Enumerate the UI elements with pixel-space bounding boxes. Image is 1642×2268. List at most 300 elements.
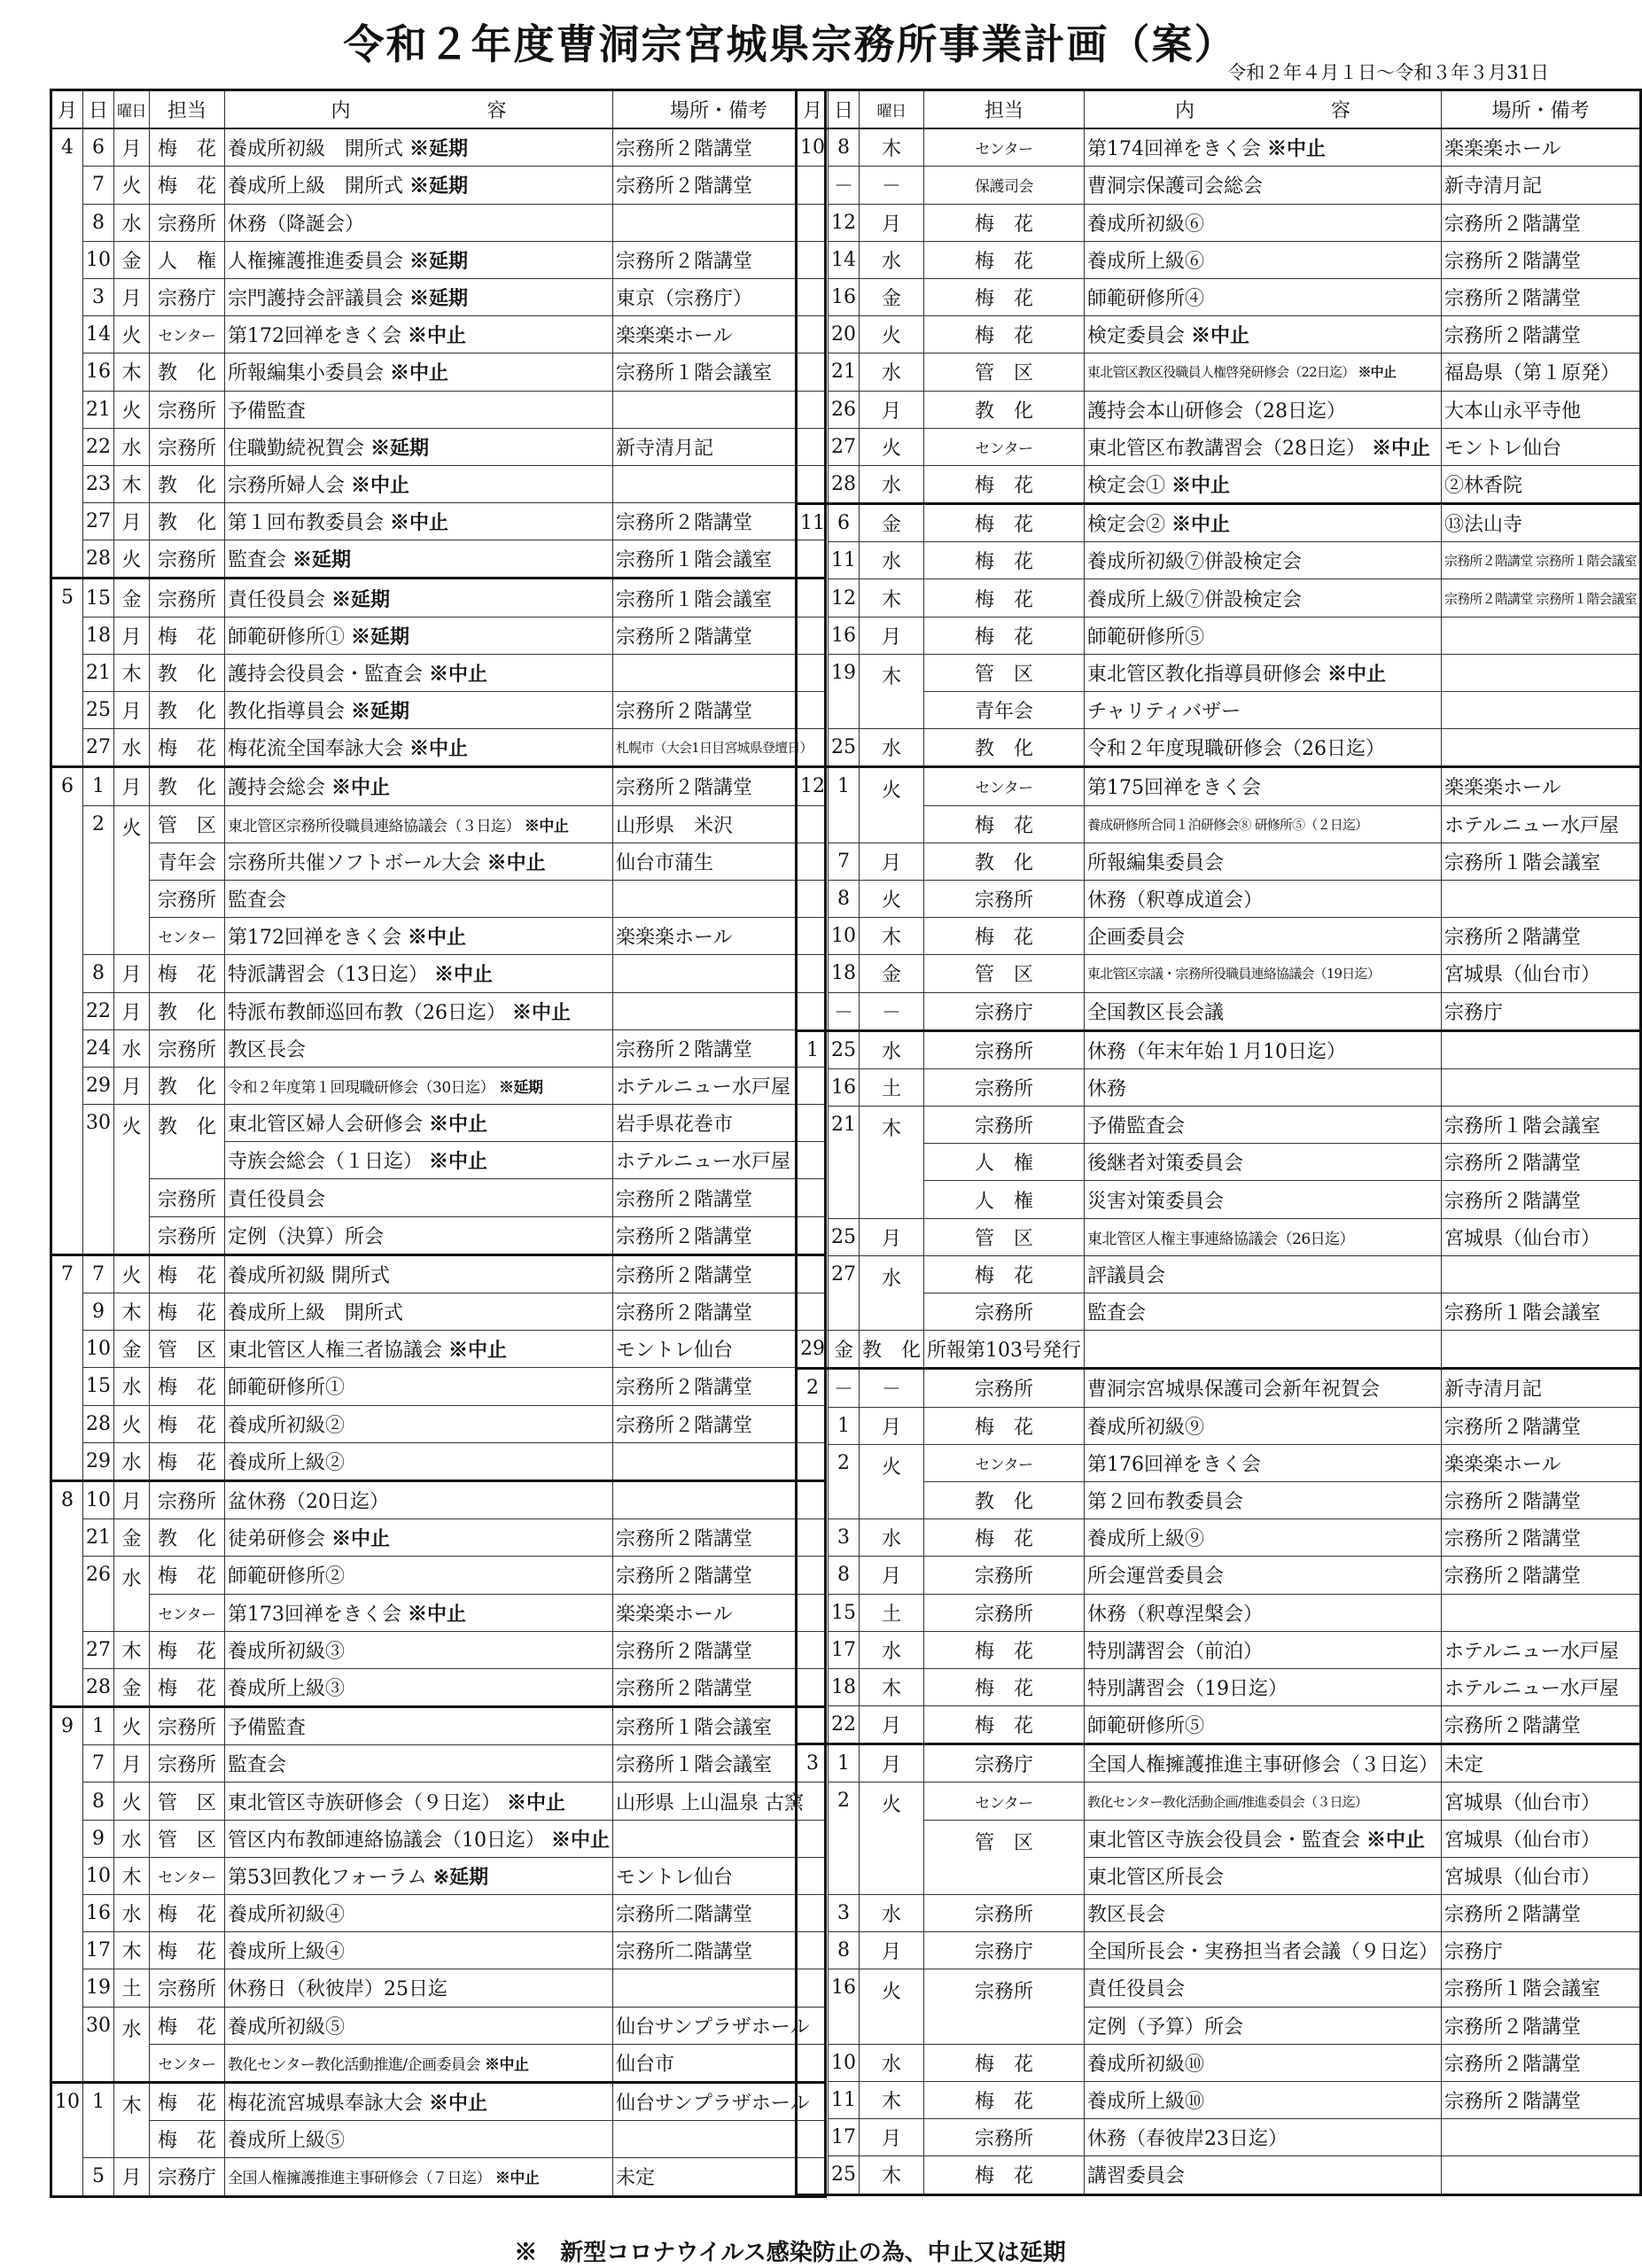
schedule-row (51, 1105, 826, 1142)
header-weekday: 曜日 (860, 90, 924, 129)
schedule-row (51, 128, 826, 167)
event-name: 予備監査 (228, 400, 307, 423)
content-cell (1085, 617, 1442, 654)
event-name: 宗務所共催ソフトボール大会 (228, 851, 481, 874)
content-cell (225, 2044, 613, 2082)
place-cell (613, 955, 826, 992)
day-cell: 9 (83, 1820, 114, 1857)
schedule-row (797, 1706, 1641, 1744)
status-note: ※中止 (408, 1602, 467, 1626)
content-cell (1085, 1557, 1442, 1594)
day-cell: 27 (829, 1255, 860, 1330)
place-cell: モントレ仙台 (613, 1331, 826, 1368)
day-cell: 29 (83, 1442, 114, 1480)
dept-cell: 宗務庁 (150, 278, 225, 315)
schedule-row (797, 353, 1641, 391)
event-name: 災害対策委員会 (1087, 1190, 1225, 1213)
schedule-row (797, 167, 1641, 204)
status-note: ※中止 (486, 850, 546, 874)
dept-cell: 宗務庁 (924, 1932, 1085, 1969)
dept-cell: 宗務所 (150, 1969, 225, 2007)
content-cell (225, 1029, 613, 1067)
day-cell: 8 (829, 1932, 860, 1969)
dept-cell: 宗務所 (150, 579, 225, 617)
content-cell (1085, 1030, 1442, 1068)
place-cell (1442, 654, 1641, 691)
event-name: 曹洞宗宮城県保護司会新年祝賀会 (1087, 1379, 1381, 1402)
weekday-cell: 木 (860, 1668, 924, 1705)
schedule-row (51, 1442, 826, 1480)
month-cell: 10 (797, 128, 829, 503)
event-name: 第53回教化フォーラム (228, 1866, 427, 1889)
schedule-row (51, 428, 826, 465)
event-name: 所会運営委員会 (1087, 1565, 1225, 1588)
event-name: 休務 (1087, 1077, 1127, 1100)
event-name: 教化センター教化活動推進/企画委員会 (228, 2055, 481, 2074)
dept-cell: 教 化 (150, 1105, 225, 1179)
status-note: ※延期 (409, 287, 469, 311)
weekday-cell: 金 (114, 579, 150, 617)
status-note: ※中止 (494, 2170, 540, 2188)
status-note: ※延期 (351, 625, 410, 649)
event-name: 休務（年末年始１月10日迄） (1087, 1040, 1347, 1063)
place-cell: 宗務庁 (1442, 1932, 1641, 1969)
event-name: 講習委員会 (1087, 2165, 1186, 2188)
event-name: 東北管区教区役職員人権啓発研修会（22日迄） (1087, 364, 1355, 381)
weekday-cell: 水 (114, 729, 150, 767)
event-name: 養成所初級⑤ (228, 2016, 346, 2039)
content-cell (225, 167, 613, 204)
event-name: 東北管区寺族研修会（９日迄） (228, 1791, 502, 1814)
day-cell: 18 (829, 1668, 860, 1705)
dept-cell: 人 権 (150, 241, 225, 278)
dept-cell: 梅 花 (150, 2082, 225, 2120)
dept-cell: 宗務所 (924, 1293, 1085, 1331)
header-place: 場所・備考 (1442, 90, 1641, 129)
content-cell (1085, 465, 1442, 503)
month-cell: 2 (797, 1369, 829, 1744)
schedule-table-left (50, 89, 827, 2198)
event-name: 養成所上級 開所式 (228, 175, 404, 198)
day-cell: 1 (829, 1407, 860, 1444)
day-cell: 18 (829, 955, 860, 992)
schedule-table-right (795, 89, 1642, 2196)
day-cell: 17 (829, 1631, 860, 1668)
place-cell: 宗務所２階講堂 (1442, 204, 1641, 241)
status-note: ※延期 (331, 587, 391, 611)
schedule-row (797, 1631, 1641, 1668)
schedule-row (797, 617, 1641, 654)
place-cell: ②林香院 (1442, 465, 1641, 503)
dept-cell: 梅 花 (924, 1706, 1085, 1744)
content-cell (225, 2007, 613, 2044)
content-cell (1085, 2156, 1442, 2194)
content-cell (225, 1820, 613, 1857)
content-cell (225, 465, 613, 502)
weekday-cell: 金 (114, 1668, 150, 1706)
dept-cell: 管 区 (924, 353, 1085, 391)
status-note: ※延期 (370, 436, 430, 460)
status-note: ※中止 (1191, 324, 1250, 348)
weekday-cell: 火 (114, 1105, 150, 1255)
event-name: 養成所上級② (228, 1451, 346, 1474)
dept-cell: 梅 花 (150, 1442, 225, 1480)
dept-cell: 宗務所 (150, 428, 225, 465)
dept-cell: 梅 花 (924, 465, 1085, 503)
status-note: ※延期 (409, 175, 469, 198)
dept-cell: 管 区 (150, 1820, 225, 1857)
weekday-cell: 月 (860, 1706, 924, 1744)
header-row (51, 90, 826, 129)
place-cell: 宗務所２階講堂 (613, 1631, 826, 1668)
content-cell (225, 1293, 613, 1331)
dept-cell: 管 区 (924, 1820, 1085, 1894)
schedule-row (797, 654, 1641, 691)
schedule-row (797, 1668, 1641, 1705)
status-note: ※中止 (1267, 137, 1327, 161)
schedule-row (797, 1557, 1641, 1594)
dept-cell: 宗務庁 (924, 992, 1085, 1030)
content-cell (225, 955, 613, 992)
dept-cell: 教 化 (150, 465, 225, 502)
event-name: 養成所初級⑩ (1087, 2053, 1205, 2076)
dept-cell: センター (150, 2044, 225, 2082)
weekday-cell: 水 (114, 1557, 150, 1631)
status-note: ※中止 (429, 2092, 488, 2116)
dept-cell: 梅 花 (924, 278, 1085, 315)
schedule-row (797, 2156, 1641, 2194)
place-cell: 宗務所２階講堂 (1442, 2081, 1641, 2118)
place-cell: 仙台サンプラザホール (613, 2082, 826, 2120)
place-cell: 楽楽楽ホール (613, 1594, 826, 1631)
schedule-row (51, 955, 826, 992)
content-cell (225, 1105, 613, 1142)
dept-cell: 梅 花 (150, 1254, 225, 1293)
event-name: 検定会① (1087, 474, 1166, 497)
schedule-row (51, 241, 826, 278)
schedule-row (51, 1707, 826, 1745)
schedule-row (797, 1331, 1641, 1369)
schedule-row (797, 1218, 1641, 1255)
place-cell: 宗務所２階講堂 (613, 167, 826, 204)
event-name: 休務（春彼岸23日迄） (1087, 2128, 1288, 2151)
place-cell (613, 1820, 826, 1857)
place-cell: 宗務所１階会議室 (613, 1745, 826, 1783)
content-cell (1085, 1969, 1442, 2007)
content-cell (225, 843, 613, 880)
header-content: 内 容 (225, 90, 613, 129)
status-note: ※中止 (551, 1828, 611, 1852)
content-cell (225, 1331, 613, 1368)
day-cell: 23 (83, 465, 114, 502)
weekday-cell: 水 (860, 1631, 924, 1668)
schedule-row (51, 2082, 826, 2120)
content-cell (1085, 1857, 1442, 1894)
place-cell: 宗務所２階講堂 (613, 128, 826, 167)
dept-cell: 管 区 (924, 1218, 1085, 1255)
place-cell: 楽楽楽ホール (1442, 1444, 1641, 1481)
status-note: ※中止 (429, 662, 488, 686)
day-cell: 19 (829, 654, 860, 728)
place-cell: 宗務所二階講堂 (613, 1932, 826, 1969)
content-cell (1085, 128, 1442, 167)
dept-cell: 梅 花 (924, 1255, 1085, 1293)
place-cell: 宗務所１階会議室 (1442, 1969, 1641, 2007)
day-cell: 8 (829, 1557, 860, 1594)
event-name: 養成所初級② (228, 1414, 346, 1437)
dept-cell: 宗務所 (150, 1480, 225, 1518)
schedule-row (51, 167, 826, 204)
schedule-row (797, 1895, 1641, 1932)
month-cell: 3 (797, 1744, 829, 2194)
status-note: ※延期 (432, 1865, 489, 1889)
day-cell: 30 (83, 1105, 114, 1255)
schedule-row (51, 1331, 826, 1368)
event-name: 養成所上級⑩ (1087, 2091, 1205, 2114)
day-cell: 15 (829, 1594, 860, 1631)
event-name: 定例（予算）所会 (1087, 2016, 1244, 2039)
place-cell: ホテルニュー水戸屋 (1442, 1668, 1641, 1705)
day-cell: 19 (83, 1969, 114, 2007)
dept-cell: 梅 花 (924, 918, 1085, 955)
day-cell: 28 (83, 1405, 114, 1442)
event-name: 特派布教師巡回布教（26日迄） (228, 1001, 506, 1024)
place-cell (1442, 1255, 1641, 1293)
month-cell: 5 (51, 579, 83, 767)
dept-cell: 宗務所 (150, 1216, 225, 1254)
place-cell: 山形県 上山温泉 古窯 (613, 1783, 826, 1820)
content-cell (1085, 1594, 1442, 1631)
weekday-cell: 火 (114, 1707, 150, 1745)
schedule-row (51, 1480, 826, 1518)
place-cell: 宗務所１階会議室 (613, 353, 826, 391)
day-cell: 11 (829, 542, 860, 579)
place-cell (613, 1969, 826, 2007)
content-cell (1085, 2044, 1442, 2081)
dept-cell: 管 区 (924, 955, 1085, 992)
content-cell (1085, 204, 1442, 241)
weekday-cell: 土 (860, 1068, 924, 1106)
status-note: ※中止 (429, 1113, 488, 1137)
content-cell (1085, 1631, 1442, 1668)
content-cell (1085, 1783, 1442, 1820)
place-cell: 宮城県（仙台市） (1442, 1857, 1641, 1894)
place-cell: 宗務所２階講堂 (1442, 1519, 1641, 1557)
schedule-row (797, 1594, 1641, 1631)
schedule-row (797, 316, 1641, 353)
month-cell: 1 (797, 1030, 829, 1331)
schedule-row (797, 428, 1641, 465)
day-cell: 29 (797, 1331, 829, 1369)
event-name: 責任役員会 (1087, 1978, 1186, 2001)
event-name: 東北管区教化指導員研修会 (1087, 663, 1322, 686)
weekday-cell: 火 (114, 391, 150, 428)
place-cell (1442, 880, 1641, 917)
event-name: 師範研修所① (228, 625, 346, 649)
schedule-row (51, 617, 826, 654)
day-cell: 28 (83, 540, 114, 579)
place-cell: 宮城県（仙台市） (1442, 1820, 1641, 1857)
month-cell: 10 (51, 2082, 83, 2196)
content-cell (1085, 1369, 1442, 1407)
content-cell (225, 1254, 613, 1293)
schedule-row (51, 391, 826, 428)
place-cell: 宗務所２階講堂 (613, 1254, 826, 1293)
event-name: 人権擁護推進委員会 (228, 250, 404, 273)
content-cell (1085, 992, 1442, 1030)
content-cell (1085, 1068, 1442, 1106)
event-name: 教化センター教化活動企画/推進委員会（３日迄） (1087, 1793, 1368, 1810)
schedule-row (51, 1668, 826, 1706)
day-cell: 16 (829, 617, 860, 654)
weekday-cell: 火 (860, 428, 924, 465)
dept-cell: 宗務所 (924, 2119, 1085, 2156)
month-cell: 9 (51, 1707, 83, 2083)
dept-cell: センター (924, 1444, 1085, 1481)
schedule-row (797, 992, 1641, 1030)
day-cell: 17 (829, 2119, 860, 2156)
place-cell: 宮城県（仙台市） (1442, 955, 1641, 992)
weekday-cell: 金 (860, 955, 924, 992)
content-cell (1085, 1820, 1442, 1857)
weekday-cell: 木 (114, 654, 150, 691)
place-cell: 仙台サンプラザホール (613, 2007, 826, 2044)
day-cell: 10 (83, 1480, 114, 1518)
schedule-row (51, 1029, 826, 1067)
status-note: ※中止 (448, 1339, 508, 1363)
dept-cell: センター (924, 128, 1085, 167)
content-cell (1085, 692, 1442, 729)
event-name: 養成所初級⑦併設検定会 (1087, 551, 1303, 574)
place-cell: 宮城県（仙台市） (1442, 1783, 1641, 1820)
dept-cell: 梅 花 (924, 2081, 1085, 2118)
content-cell (225, 805, 613, 843)
schedule-row (51, 805, 826, 843)
schedule-row (51, 316, 826, 353)
content-cell (1085, 278, 1442, 315)
day-cell: 16 (829, 1068, 860, 1106)
place-cell: ホテルニュー水戸屋 (1442, 805, 1641, 843)
place-cell: 宗務所２階講堂 (1442, 241, 1641, 278)
content-cell (225, 540, 613, 579)
dept-cell: センター (150, 918, 225, 955)
schedule-row (797, 542, 1641, 579)
status-note: ※中止 (1171, 473, 1231, 497)
dept-cell: 梅 花 (150, 729, 225, 767)
weekday-cell: 水 (114, 428, 150, 465)
day-cell: 5 (83, 2158, 114, 2196)
header-place: 場所・備考 (613, 90, 826, 129)
dept-cell: 教 化 (924, 391, 1085, 428)
event-name: 特派講習会（13日迄） (228, 964, 428, 987)
dept-cell: 梅 花 (924, 542, 1085, 579)
weekday-cell: 月 (114, 955, 150, 992)
page-title: 令和２年度曹洞宗宮城県宗務所事業計画（案） (343, 20, 1237, 68)
day-cell: 20 (829, 316, 860, 353)
content-cell (225, 1631, 613, 1668)
weekday-cell: 木 (114, 1857, 150, 1894)
weekday-cell: 月 (114, 128, 150, 167)
day-cell: 16 (83, 353, 114, 391)
event-name: 養成研修所合同１泊研修会⑧ 研修所⑤（２日迄） (1087, 816, 1368, 833)
dept-cell: 人 権 (924, 1144, 1085, 1181)
place-cell: 宗務所１階会議室 (1442, 843, 1641, 880)
day-cell: 1 (829, 1744, 860, 1783)
schedule-row (51, 579, 826, 617)
content-cell (1085, 654, 1442, 691)
event-name: 責任役員会 (228, 588, 326, 611)
weekday-cell: 火 (860, 880, 924, 917)
day-cell: 7 (83, 1254, 114, 1293)
place-cell (613, 880, 826, 917)
event-name: 盆休務（20日迄） (228, 1491, 389, 1514)
dept-cell: 管 区 (924, 654, 1085, 691)
day-cell: 28 (83, 1668, 114, 1706)
content-cell (225, 880, 613, 917)
day-cell: 25 (829, 2156, 860, 2194)
dept-cell: 宗務所 (150, 1029, 225, 1067)
status-note: ※中止 (351, 473, 410, 497)
content-cell (225, 1216, 613, 1254)
content-cell (1085, 428, 1442, 465)
event-name: 護持会本山研修会（28日迄） (1087, 400, 1347, 423)
schedule-row (797, 1107, 1641, 1144)
dept-cell: 保護司会 (924, 167, 1085, 204)
dept-cell: 管 区 (150, 1331, 225, 1368)
weekday-cell: 水 (860, 1030, 924, 1068)
place-cell (1442, 1030, 1641, 1068)
weekday-cell: 木 (860, 128, 924, 167)
place-cell: 宗務所２階講堂 (1442, 1144, 1641, 1181)
weekday-cell: － (860, 992, 924, 1030)
content-cell (225, 1179, 613, 1216)
day-cell: 21 (829, 353, 860, 391)
weekday-cell: 木 (114, 465, 150, 502)
event-name: 師範研修所⑤ (1087, 625, 1205, 649)
dept-cell: 宗務庁 (150, 2158, 225, 2196)
weekday-cell: 金 (860, 504, 924, 542)
dept-cell: 梅 花 (924, 504, 1085, 542)
event-name: 検定会② (1087, 514, 1166, 537)
event-name: 養成所上級 開所式 (228, 1302, 404, 1325)
event-name: 第175回禅をきく会 (1087, 777, 1262, 800)
content-cell (225, 391, 613, 428)
dept-cell: 梅 花 (924, 579, 1085, 617)
content-cell (225, 1142, 613, 1179)
event-name: 所報第103号発行 (927, 1340, 1082, 1363)
content-cell (1085, 391, 1442, 428)
dept-cell: 梅 花 (150, 1293, 225, 1331)
weekday-cell: 水 (860, 729, 924, 767)
status-note: ※中止 (331, 776, 391, 800)
dept-cell: 梅 花 (150, 128, 225, 167)
day-cell: 1 (83, 767, 114, 805)
schedule-row (51, 1932, 826, 1969)
day-cell: 21 (83, 654, 114, 691)
content-cell (1085, 241, 1442, 278)
period-label: 令和２年４月１日～令和３年３月31日 (1227, 62, 1549, 83)
content-cell (225, 1969, 613, 2007)
event-name: 曹洞宗保護司会総会 (1087, 175, 1264, 198)
content-cell (225, 1405, 613, 1442)
place-cell: 宗務所２階講堂 (613, 1216, 826, 1254)
content-cell (225, 1745, 613, 1783)
event-name: 住職勤続祝賀会 (228, 437, 365, 460)
place-cell: 宗務所２階講堂 宗務所１階会議室 (1442, 542, 1641, 579)
event-name: 休務（釈尊成道会） (1087, 889, 1264, 913)
schedule-row (797, 1030, 1641, 1068)
content-cell (1085, 316, 1442, 353)
